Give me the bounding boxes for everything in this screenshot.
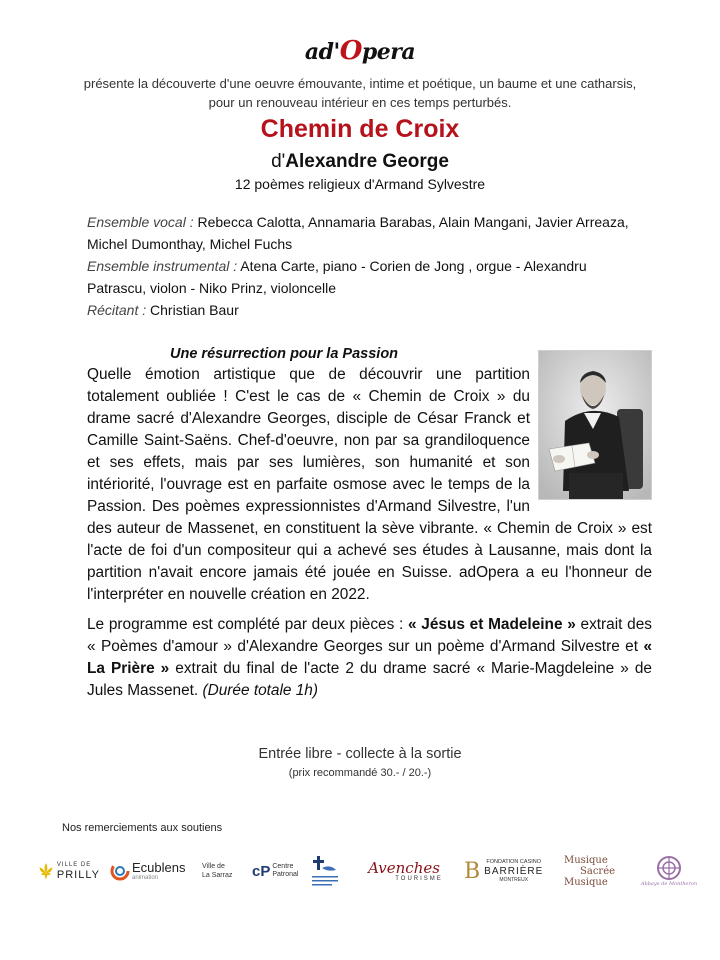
avenches-sub: TOURISME (395, 875, 443, 882)
credit-label: Ensemble instrumental : (87, 258, 238, 274)
cp-icon: cP (252, 862, 271, 880)
abbaye-rosette-icon (656, 855, 682, 881)
work-title: Chemin de Croix (260, 115, 460, 143)
price-note: (prix recommandé 30.- / 20.-) (288, 767, 432, 779)
logo-part-o: O (339, 36, 362, 66)
sponsor-abbaye-logo (640, 850, 698, 892)
musique-line-3: Musique (564, 876, 608, 888)
p2-text: Le programme est complété par deux pièces : (87, 616, 409, 633)
logo-part-ad: ad' (304, 39, 340, 65)
barriere-line-2: BARRIÈRE (484, 866, 544, 877)
p2-piece-priere: « La Prière » (87, 638, 652, 677)
credit-text: Christian Baur (146, 302, 239, 318)
adopera-logo (0, 36, 720, 66)
credit-vocal (87, 211, 647, 255)
prilly-wordmark (57, 862, 100, 881)
p2-text: extrait des « Poèmes d'amour » d'Alexandre Georges sur un poème d'Armand Silvestre et (87, 616, 652, 655)
musique-line-1: Musique (564, 854, 608, 866)
musique-line-2: Sacrée (580, 865, 616, 877)
sponsor-musique-sacree-logo (564, 850, 634, 892)
sarraz-line-2: La Sarraz (202, 872, 233, 879)
sponsor-avenches-logo (354, 850, 454, 892)
avenches-name: Avenches (368, 858, 440, 877)
entry-note: Entrée libre - collecte à la sortie (258, 746, 462, 762)
sponsor-centre-patronal-logo (252, 850, 300, 892)
ecublens-sub: animation (132, 874, 159, 881)
cp-wordmark (272, 863, 298, 879)
prilly-name: PRILLY (56, 868, 100, 881)
barriere-line-3: MONTREUX (499, 877, 529, 883)
sponsor-prilly-logo (38, 850, 100, 892)
article-paragraph-1: Quelle émotion artistique que de découvrir une partition totalement oubliée ! C'est le cas de « Chemin de Croix » du drame sacré d'Alexandre Georges, disciple de César Franck et Camille Saint-Saëns. Chef-d'oeuvre, non par sa grandiloquence et ses effets, mais par ses lumières, son humanité et son intériorité, l'ouvrage est en parfaite osmose avec le temps de la Passion. Des poèmes expressionnistes d'Armand Silvestre, l'un des auteur de Massenet, en constituent la sève vibrante. « Chemin de Croix » est l'acte de foi d'un compositeur qui a achevé ses études à Lausanne, mais dont la partition n'avait encore jamais été jouée en Suisse. adOpera a eu l'honneur de l'interpréter en nouvelle création en 2022. (87, 366, 652, 603)
cp-line-2: Patronal (272, 871, 299, 878)
sarraz-line-1: Ville de (202, 863, 225, 870)
article-body (87, 364, 652, 702)
article-paragraph-2 (87, 614, 652, 702)
cp-line-1: Centre (272, 863, 294, 870)
barriere-wordmark (484, 859, 543, 883)
abbaye-name: Abbaye de Montheron (640, 881, 698, 887)
ecublens-name: Ecublens (132, 859, 186, 875)
credit-label: Récitant : (87, 302, 147, 318)
composer-line (0, 150, 720, 173)
intro-text: présente la découverte d'une oeuvre émouvante, intime et poétique, un baume et une catharsis, pour un renouveau intérieur en ces temps perturbés. (83, 76, 637, 110)
p2-text: extrait du final de l'acte 2 du drame sacré « Marie-Magdeleine » de Jules Massenet. (87, 660, 652, 699)
ecublens-wordmark (132, 861, 185, 882)
thanks-note: Nos remerciements aux soutiens (62, 822, 223, 834)
church-cross-icon (308, 854, 342, 888)
sponsor-lasarraz-logo (202, 850, 242, 892)
ecublens-swirl-icon (110, 861, 130, 881)
fleur-de-lis-icon (38, 858, 54, 884)
logo-part-pera: pera (361, 39, 416, 65)
total-duration: (Durée totale 1h) (202, 682, 318, 699)
credits-block (87, 211, 647, 321)
sponsor-church-emblem (308, 850, 348, 892)
credit-text: Rebecca Calotta, Annamaria Barabas, Alain Mangani, Javier Arreaza, Michel Dumonthay, Michel Fuchs (87, 214, 629, 252)
sponsor-casino-barriere-logo (464, 850, 556, 892)
prilly-small: VILLE DE (56, 861, 92, 868)
photo-wrap-spacer (530, 364, 652, 500)
barriere-line-1: FONDATION CASINO (486, 859, 542, 865)
p2-piece-jesus: « Jésus et Madeleine » (408, 616, 576, 633)
sponsor-ecublens-logo (110, 850, 192, 892)
composer-name: Alexandre George (285, 151, 449, 172)
sponsor-logos (38, 850, 698, 892)
credit-instrumental (87, 255, 647, 299)
credit-text: Atena Carte, piano - Corien de Jong , orgue - Alexandru Patrascu, violon - Niko Prinz, violoncelle (87, 258, 587, 296)
composer-prefix: d' (271, 151, 286, 172)
work-subtitle: 12 poèmes religieux d'Armand Sylvestre (234, 176, 486, 192)
credit-label: Ensemble vocal : (87, 214, 194, 230)
barriere-b-icon: B (464, 858, 481, 884)
credit-narrator (87, 299, 647, 321)
article-heading: Une résurrection pour la Passion (170, 346, 399, 362)
